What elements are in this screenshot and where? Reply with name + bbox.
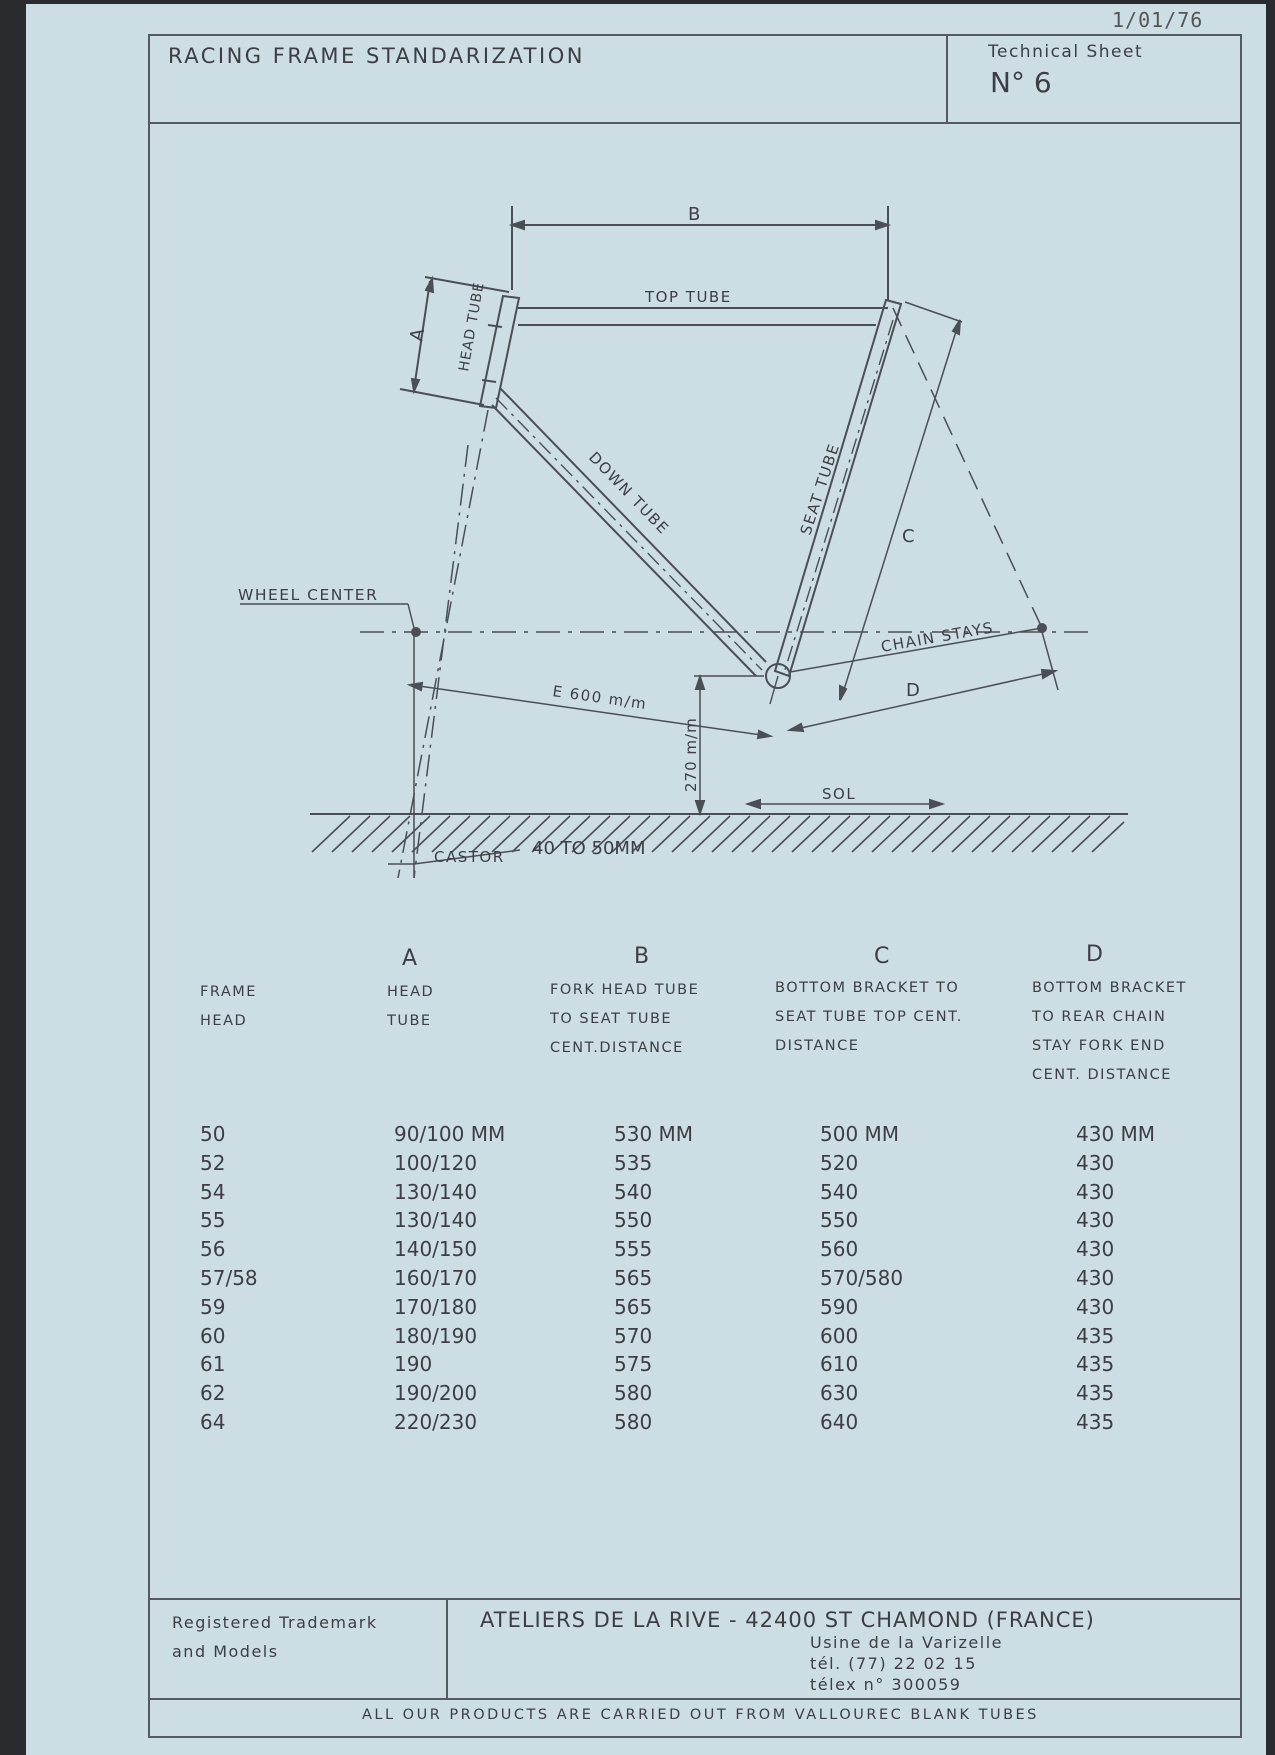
table-cell-d: 430 MM — [1076, 1122, 1156, 1146]
table-row — [0, 1381, 1275, 1409]
table-cell-frame: 54 — [200, 1179, 226, 1204]
label-seat-tube: SEAT TUBE — [796, 440, 844, 538]
table-row — [0, 1208, 1275, 1236]
table-cell-b: 540 — [614, 1179, 653, 1204]
table-cell-b: 565 — [614, 1294, 653, 1319]
label-castor-range: 40 TO 50MM — [532, 838, 646, 859]
c-arrow-top — [953, 320, 960, 334]
down-tube-lower-edge — [492, 405, 756, 676]
table-cell-frame: 60 — [200, 1323, 226, 1348]
handwritten-date: 1/01/76 — [1112, 8, 1204, 32]
table-cell-b: 580 — [614, 1381, 653, 1406]
table-cell-c: 600 — [820, 1323, 859, 1348]
table-cell-b: 565 — [614, 1266, 653, 1290]
table-cell-a: 170/180 — [394, 1294, 478, 1319]
label-castor: CASTOR — [434, 848, 505, 866]
table-cell-a: 190 — [394, 1352, 433, 1377]
label-chain-stays: CHAIN STAYS — [879, 618, 996, 656]
table-cell-frame: 62 — [200, 1381, 226, 1406]
table-cell-c: 640 — [820, 1410, 859, 1434]
table-cell-c: 540 — [820, 1179, 859, 1204]
column-heading-b: FORK HEAD TUBE TO SEAT TUBE CENT.DISTANCE — [550, 982, 700, 1056]
table-cell-c: 520 — [820, 1150, 859, 1175]
bb-height-arrow-top — [696, 677, 704, 689]
d-extension-rear — [1042, 632, 1058, 690]
table-cell-d: 435 — [1076, 1410, 1115, 1434]
table-cell-a: 90/100 MM — [394, 1122, 506, 1146]
table-cell-frame: 55 — [200, 1208, 226, 1233]
table-cell-frame: 50 — [200, 1122, 226, 1146]
table-cell-b: 575 — [614, 1352, 653, 1377]
label-sol: SOL — [822, 785, 857, 803]
head-tube-ring — [488, 325, 502, 327]
table-cell-c: 570/580 — [820, 1266, 904, 1290]
column-letter-a: A — [402, 946, 418, 971]
table-cell-d: 430 — [1076, 1150, 1115, 1175]
sol-arrow-right — [930, 800, 942, 808]
table-cell-frame: 59 — [200, 1294, 226, 1319]
table-row — [0, 1237, 1275, 1265]
table-cell-d: 430 — [1076, 1179, 1115, 1204]
wheel-center-leader-tip — [408, 604, 414, 628]
table-cell-frame: 57/58 — [200, 1266, 258, 1290]
column-letter-b: B — [634, 944, 650, 969]
a-extension-top — [425, 277, 509, 292]
registered-trademark-text: Registered Trademark and Models — [172, 1613, 378, 1661]
table-cell-c: 560 — [820, 1237, 859, 1262]
column-heading-d: BOTTOM BRACKET TO REAR CHAIN STAY FORK END CENT. DISTANCE — [1032, 980, 1187, 1083]
table-cell-a: 220/230 — [394, 1410, 478, 1434]
table-cell-b: 530 MM — [614, 1122, 694, 1146]
table-row — [0, 1295, 1275, 1323]
a-extension-bottom — [400, 389, 484, 405]
label-e-600: E 600 m/m — [551, 682, 649, 714]
table-cell-c: 610 — [820, 1352, 859, 1377]
table-cell-a: 160/170 — [394, 1266, 478, 1290]
table-cell-c: 590 — [820, 1294, 859, 1319]
b-arrow-left — [512, 221, 524, 229]
c-extension-top — [905, 302, 962, 322]
down-tube-upper-edge — [500, 388, 766, 662]
label-270: 270 m/m — [682, 717, 700, 792]
table-cell-a: 100/120 — [394, 1150, 478, 1175]
table-cell-c: 550 — [820, 1208, 859, 1233]
seat-tube-centerline — [785, 320, 893, 670]
label-b: B — [688, 204, 701, 225]
head-tube — [480, 296, 519, 408]
e-arrow — [758, 731, 770, 738]
table-row — [0, 1324, 1275, 1352]
table-row — [0, 1180, 1275, 1208]
table-cell-a: 130/140 — [394, 1208, 478, 1233]
table-cell-a: 190/200 — [394, 1381, 478, 1406]
bb-line-down — [770, 676, 778, 704]
d-arrow-front — [790, 724, 803, 731]
table-row — [0, 1410, 1275, 1438]
sheet-label: Technical Sheet — [988, 42, 1144, 62]
table-cell-d: 430 — [1076, 1237, 1115, 1262]
table-cell-frame: 64 — [200, 1410, 226, 1434]
column-heading-frame: FRAME HEAD — [200, 984, 257, 1029]
table-cell-c: 630 — [820, 1381, 859, 1406]
table-cell-b: 555 — [614, 1237, 653, 1262]
table-cell-frame: 56 — [200, 1237, 226, 1262]
sheet-title: RACING FRAME STANDARIZATION — [168, 44, 585, 68]
company-name: ATELIERS DE LA RIVE - 42400 ST CHAMOND (FRANCE) — [480, 1608, 1095, 1632]
table-row — [0, 1352, 1275, 1380]
table-cell-b: 570 — [614, 1323, 653, 1348]
products-note: ALL OUR PRODUCTS ARE CARRIED OUT FROM VALLOUREC BLANK TUBES — [362, 1707, 1039, 1723]
table-cell-b: 535 — [614, 1150, 653, 1175]
table-cell-a: 140/150 — [394, 1237, 478, 1262]
a-arrow-bottom — [412, 379, 419, 391]
column-heading-c: BOTTOM BRACKET TO SEAT TUBE TOP CENT. DISTANCE — [775, 980, 963, 1054]
label-down-tube: DOWN TUBE — [585, 448, 673, 539]
table-cell-frame: 52 — [200, 1150, 226, 1175]
table-row — [0, 1122, 1275, 1150]
table-cell-b: 550 — [614, 1208, 653, 1233]
label-wheel-center: WHEEL CENTER — [238, 586, 379, 604]
label-head-tube: HEAD TUBE — [456, 280, 488, 373]
table-cell-a: 130/140 — [394, 1179, 478, 1204]
company-address: Usine de la Varizelle tél. (77) 22 02 15 télex n° 300059 — [810, 1633, 1003, 1694]
sheet-number: N° 6 — [990, 66, 1052, 99]
label-top-tube: TOP TUBE — [645, 288, 732, 306]
table-cell-d: 430 — [1076, 1266, 1115, 1290]
seat-stay — [893, 308, 1042, 628]
sol-arrow-left — [748, 800, 760, 808]
table-cell-b: 580 — [614, 1410, 653, 1434]
bb-height-arrow-bottom — [696, 801, 704, 813]
table-cell-d: 435 — [1076, 1352, 1115, 1377]
label-a: A — [406, 327, 430, 343]
e-arrow-front — [410, 683, 422, 690]
table-cell-d: 430 — [1076, 1208, 1115, 1233]
d-dimension-line — [792, 672, 1052, 730]
label-c: C — [902, 526, 915, 547]
column-letter-c: C — [874, 944, 890, 969]
b-arrow-right — [876, 221, 888, 229]
ground-hatching — [312, 816, 1124, 852]
table-row — [0, 1151, 1275, 1179]
label-d: D — [906, 680, 920, 701]
down-tube-centerline — [496, 398, 762, 670]
table-cell-c: 500 MM — [820, 1122, 900, 1146]
table-cell-a: 180/190 — [394, 1323, 478, 1348]
front-wheel-center — [412, 628, 420, 636]
c-arrow-bottom — [840, 686, 846, 700]
table-cell-d: 435 — [1076, 1323, 1115, 1348]
column-letter-d: D — [1086, 942, 1103, 967]
column-heading-a: HEAD TUBE — [387, 984, 435, 1029]
table-row — [0, 1266, 1275, 1294]
table-cell-d: 430 — [1076, 1294, 1115, 1319]
table-cell-d: 435 — [1076, 1381, 1115, 1406]
table-cell-frame: 61 — [200, 1352, 226, 1377]
